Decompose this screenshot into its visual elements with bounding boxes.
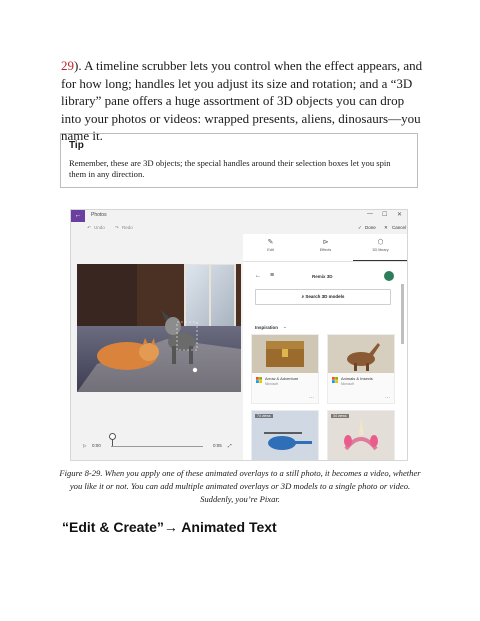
search-icon: ⌕ xyxy=(301,294,306,299)
microsoft-logo-icon xyxy=(256,377,262,383)
redo-button[interactable]: Redo xyxy=(122,225,133,230)
command-bar xyxy=(71,222,407,234)
minimize-icon[interactable]: — xyxy=(367,211,373,217)
card-name: Animals & Insects xyxy=(341,376,373,381)
timeline-scrubber-handle[interactable] xyxy=(109,433,116,440)
undo-icon[interactable]: ↶ xyxy=(87,225,91,230)
chevron-down-icon[interactable]: ⌄ xyxy=(283,324,287,329)
app-title: Photos xyxy=(91,212,107,218)
card-unicorn[interactable] xyxy=(327,410,395,461)
more-options-icon[interactable]: ··· xyxy=(309,395,314,401)
search-3d-models-button[interactable] xyxy=(255,289,391,305)
tip-box xyxy=(60,133,418,188)
tab-edit[interactable] xyxy=(243,238,298,252)
tab-divider xyxy=(243,261,408,262)
tab-edit-label: Edit xyxy=(267,248,274,252)
window-titlebar xyxy=(71,210,407,222)
avatar[interactable] xyxy=(384,271,394,281)
search-label: Search 3D models xyxy=(305,294,345,299)
more-options-icon[interactable]: ··· xyxy=(385,395,390,401)
card-publisher: Microsoft xyxy=(341,382,354,386)
tab-3d-library[interactable] xyxy=(353,238,408,261)
time-start: 0:00 xyxy=(92,443,101,448)
tab-effects[interactable] xyxy=(298,238,353,252)
card-name: Arrow & Adventure xyxy=(265,376,299,381)
pencil-icon: ✎ xyxy=(267,239,274,246)
redo-icon[interactable]: ↷ xyxy=(115,225,119,230)
maximize-icon[interactable]: ☐ xyxy=(382,212,388,218)
views-badge: 34 views xyxy=(333,414,347,418)
card-animals-insects[interactable] xyxy=(327,334,395,404)
timeline-transport xyxy=(71,430,243,458)
time-end: 0:05 xyxy=(213,443,222,448)
photos-app-screenshot xyxy=(70,209,408,461)
3d-library-icon: ⬡ xyxy=(377,239,384,246)
figure-reference-link[interactable]: 29 xyxy=(61,58,74,73)
tab-3d-library-label: 3D library xyxy=(372,248,389,252)
photo-cat-and-robot-dog xyxy=(77,264,241,392)
card-helicopter[interactable] xyxy=(251,410,319,461)
effects-icon: ⊳ xyxy=(322,239,329,246)
body-paragraph-text: ). A timeline scrubber lets you control when the effect appears, and for how long; handles let you adjust its size and rotation; and a “3D library” pane offers a huge assortment of 3D objects you can drop into your photos or videos: wrapped presents, aliens, dinosaurs—you name it. xyxy=(61,58,423,143)
card-arrow-adventure[interactable] xyxy=(251,334,319,404)
close-icon[interactable]: ✕ xyxy=(397,212,403,218)
section-label: Inspiration xyxy=(255,325,279,330)
expand-icon[interactable]: ⤢ xyxy=(228,443,232,448)
play-icon[interactable]: ▷ xyxy=(83,443,87,448)
unicorn-headband-thumbnail xyxy=(328,411,394,461)
timeline-scrubber-track[interactable] xyxy=(111,446,203,447)
helicopter-thumbnail xyxy=(252,411,318,461)
tab-effects-label: Effects xyxy=(319,248,332,252)
back-arrow-icon[interactable]: ← xyxy=(71,210,85,222)
microsoft-logo-icon xyxy=(332,377,338,383)
body-paragraph xyxy=(61,57,423,145)
done-button[interactable]: Done xyxy=(365,225,376,230)
tip-title: Tip xyxy=(69,140,84,151)
photo-canvas[interactable] xyxy=(77,264,241,392)
cancel-button[interactable]: Cancel xyxy=(392,225,407,230)
remix-3d-brand: Remix 3D xyxy=(312,274,333,279)
section-heading: “Edit & Create”→ Animated Text xyxy=(62,519,277,535)
card-publisher: Microsoft xyxy=(265,382,278,386)
back-arrow-icon[interactable]: ← xyxy=(255,273,261,279)
check-icon[interactable]: ✓ xyxy=(358,225,362,230)
dinosaur-thumbnail xyxy=(328,335,394,373)
hamburger-menu-icon[interactable]: ≡ xyxy=(270,272,275,279)
figure-caption: Figure 8-29. When you apply one of these animated overlays to a still photo, it becomes a video, whether you like it or not. You can add multiple animated overlays or 3D models to a single photo or video. Suddenly, you’re Pixar. xyxy=(59,468,421,504)
scrubber-stem xyxy=(112,439,113,446)
treasure-chest-thumbnail xyxy=(252,335,318,373)
undo-button[interactable]: Undo xyxy=(94,225,105,230)
views-badge: 74 views xyxy=(257,414,271,418)
scrollbar[interactable] xyxy=(401,284,404,344)
cancel-icon[interactable]: ✕ xyxy=(384,225,388,230)
tip-body: Remember, these are 3D objects; the special handles around their selection boxes let you spin them in any direction. xyxy=(69,158,391,179)
3d-library-pane xyxy=(243,234,408,461)
